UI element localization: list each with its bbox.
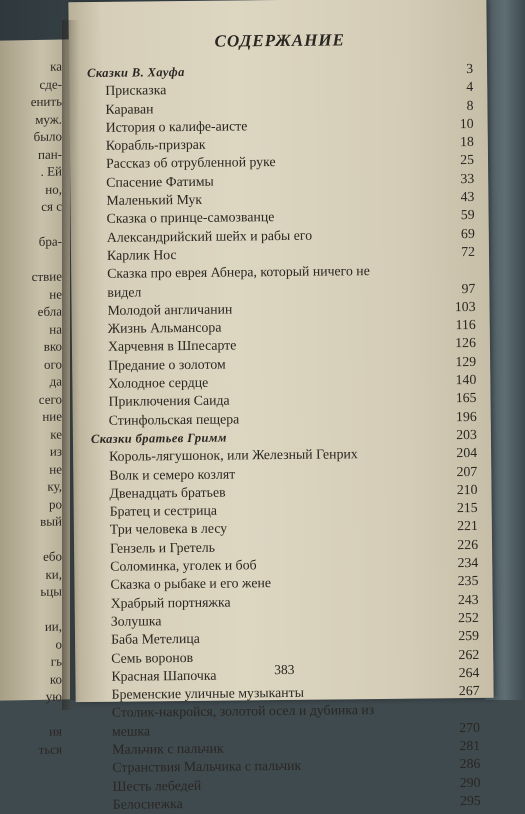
left-page-line: ого <box>0 355 62 374</box>
left-page-text <box>0 39 70 758</box>
left-page <box>0 39 70 700</box>
toc-entry-title: История о калифе-аисте <box>88 117 248 137</box>
toc-entry-page: 295 <box>453 792 481 811</box>
toc-entry-page: 43 <box>446 188 474 207</box>
left-page-line: ка <box>0 58 62 77</box>
toc-entry-title: Караван <box>87 100 153 119</box>
contents-page <box>68 0 493 702</box>
toc-entry-title: Сказка о принце-самозванце <box>89 208 275 228</box>
toc-entry-page: 203 <box>449 426 477 445</box>
left-page-line: ую <box>0 688 62 707</box>
toc-entry-title: Сказка о рыбаке и его жене <box>92 574 271 594</box>
left-page-line: ебла <box>0 303 62 322</box>
toc-entry-title: Холодное сердце <box>90 374 208 394</box>
toc-entry-title: Семь воронов <box>93 648 193 667</box>
toc-entry-page: 10 <box>446 115 474 134</box>
toc-entry-title: Карлик Нос <box>89 246 177 265</box>
left-page-line: о <box>0 635 62 654</box>
left-page-line: ствие <box>0 268 62 287</box>
toc-entry-page: 4 <box>445 78 473 97</box>
left-page-line: сде- <box>0 75 62 94</box>
left-page-line <box>0 600 62 619</box>
toc-entry-page: 243 <box>451 591 479 610</box>
toc-list <box>87 60 481 814</box>
toc-entry-page: 165 <box>448 389 476 408</box>
toc-entry-page: 267 <box>451 682 479 701</box>
left-page-line: ние <box>0 408 62 427</box>
toc-entry-page: 207 <box>449 462 477 481</box>
left-page-line: гь <box>0 653 62 672</box>
left-page-line: не <box>0 285 62 304</box>
toc-entry-title: Мальчик с пальчик <box>94 740 224 760</box>
toc-entry-page: 210 <box>449 481 477 500</box>
toc-entry-title: Маленький Мук <box>88 191 202 210</box>
toc-entry-title: Бременские уличные музыканты <box>94 684 305 704</box>
toc-entry-title: Двенадцать братьев <box>91 483 225 503</box>
left-page-line: ки, <box>0 565 62 584</box>
left-page-line: ся с <box>0 198 62 217</box>
toc-entry-title: Волк и семеро козлят <box>91 465 235 485</box>
left-page-line: ро <box>0 495 62 514</box>
toc-entry-title: Молодой англичанин <box>89 300 232 320</box>
toc-entry-title: Красная Шапочка <box>93 666 216 686</box>
page-title: СОДЕРЖАНИЕ <box>87 28 473 54</box>
toc-entry-page: 270 <box>452 719 480 738</box>
toc-entry-page: 129 <box>448 353 476 372</box>
toc-entry-title: Белоснежка <box>95 795 183 814</box>
toc-entry-page: 221 <box>450 517 478 536</box>
left-page-line: сего <box>0 390 62 409</box>
toc-entry-title: видел <box>89 283 141 302</box>
left-page-line: но, <box>0 180 62 199</box>
left-page-line: бра- <box>0 233 62 252</box>
toc-entry-page: 140 <box>448 371 476 390</box>
toc-entry-page: 204 <box>449 444 477 463</box>
left-page-line: ия <box>0 723 62 742</box>
toc-entry-page: 196 <box>449 408 477 427</box>
toc-entry-title: Гензель и Гретель <box>92 538 215 558</box>
toc-entry-title: Сказки В. Хауфа <box>87 63 185 82</box>
toc-entry-page: 264 <box>451 664 479 683</box>
book-gutter <box>62 20 80 710</box>
left-page-line: не <box>0 460 62 479</box>
left-page-line <box>0 215 62 234</box>
toc-entry-page: 33 <box>446 170 474 189</box>
toc-entry-title: Сказка про еврея Абнера, который ничего не <box>89 262 370 283</box>
toc-entry-title: Александрийский шейх и рабы его <box>89 226 312 247</box>
left-page-line: вко <box>0 338 62 357</box>
toc-entry-page: 97 <box>447 280 475 299</box>
left-page-line: ьцы <box>0 583 62 602</box>
left-page-line: ко <box>0 670 62 689</box>
left-page-line: пан- <box>0 145 62 164</box>
toc-entry-title: Шесть лебедей <box>94 776 201 795</box>
toc-entry-page: 234 <box>450 554 478 573</box>
toc-entry-title: Золушка <box>93 612 162 631</box>
toc-entry-title: Спасение Фатимы <box>88 172 214 192</box>
toc-entry-page: 8 <box>445 97 473 116</box>
toc-entry-page: 59 <box>447 206 475 225</box>
toc-entry-title: Странствия Мальчика с пальчик <box>94 757 301 777</box>
left-page-line <box>0 705 62 724</box>
toc-entry-page: 116 <box>448 316 476 335</box>
toc-entry-page: 25 <box>446 151 474 170</box>
left-page-line: ебо <box>0 548 62 567</box>
toc-entry-page: 259 <box>451 627 479 646</box>
toc-entry-page: 69 <box>447 225 475 244</box>
toc-entry-title: Три человека в лесу <box>92 520 227 540</box>
toc-entry-title: Корабль-призрак <box>88 136 206 156</box>
left-page-line: ии, <box>0 618 62 637</box>
toc-entry-title: Храбрый портняжка <box>93 593 231 613</box>
toc-entry-title: мешка <box>94 722 150 741</box>
toc-entry-page: 215 <box>450 499 478 518</box>
left-page-line: ке <box>0 425 62 444</box>
left-page-line <box>0 250 62 269</box>
left-page-line: из <box>0 443 62 462</box>
left-page-line <box>0 530 62 549</box>
toc-entry-page: 18 <box>446 133 474 152</box>
left-page-line: . Ей <box>0 163 62 182</box>
left-page-line: енить <box>0 93 62 112</box>
toc-entry-title: Жизнь Альмансора <box>90 319 222 339</box>
toc-entry-title: Предание о золотом <box>90 355 226 375</box>
table-of-contents <box>87 28 481 814</box>
left-page-line: на <box>0 320 62 339</box>
toc-entry-page: 281 <box>452 737 480 756</box>
toc-entry-title: Баба Метелица <box>93 630 200 649</box>
toc-entry-title: Король-лягушонок, или Железный Генрих <box>91 445 358 466</box>
toc-entry-page: 262 <box>451 645 479 664</box>
toc-entry-title: Соломинка, уголек и боб <box>92 556 257 576</box>
left-page-line: да <box>0 373 62 392</box>
left-page-line: муж. <box>0 110 62 129</box>
toc-entry-page: 72 <box>447 243 475 262</box>
toc-entry-page: 290 <box>452 774 480 793</box>
toc-entry-title: Харчевня в Шпесарте <box>90 337 237 357</box>
toc-entry-page: 3 <box>445 60 473 79</box>
left-page-line: вый <box>0 513 62 532</box>
toc-entry-page: 235 <box>450 572 478 591</box>
page-number: 383 <box>75 660 493 680</box>
left-page-line: ку, <box>0 478 62 497</box>
toc-entry <box>95 792 481 814</box>
toc-entry-title: Рассказ об отрубленной руке <box>88 154 276 174</box>
toc-entry-title: Братец и сестрица <box>92 502 217 522</box>
left-page-line: ться <box>0 740 62 759</box>
toc-entry-title: Присказка <box>87 81 166 100</box>
toc-entry-page: 103 <box>447 298 475 317</box>
toc-entry-page: 126 <box>448 334 476 353</box>
toc-entry-page: 252 <box>451 609 479 628</box>
toc-entry-title: Сказки братьев Гримм <box>91 429 227 449</box>
toc-entry-page: 226 <box>450 536 478 555</box>
left-page-line: было <box>0 128 62 147</box>
toc-entry-title: Столик-накройся, золотой осел и дубинка из <box>94 701 375 722</box>
toc-entry-page: 286 <box>452 755 480 774</box>
toc-entry-title: Стинфольская пещера <box>91 410 240 430</box>
toc-entry-title: Приключения Саида <box>90 392 229 412</box>
